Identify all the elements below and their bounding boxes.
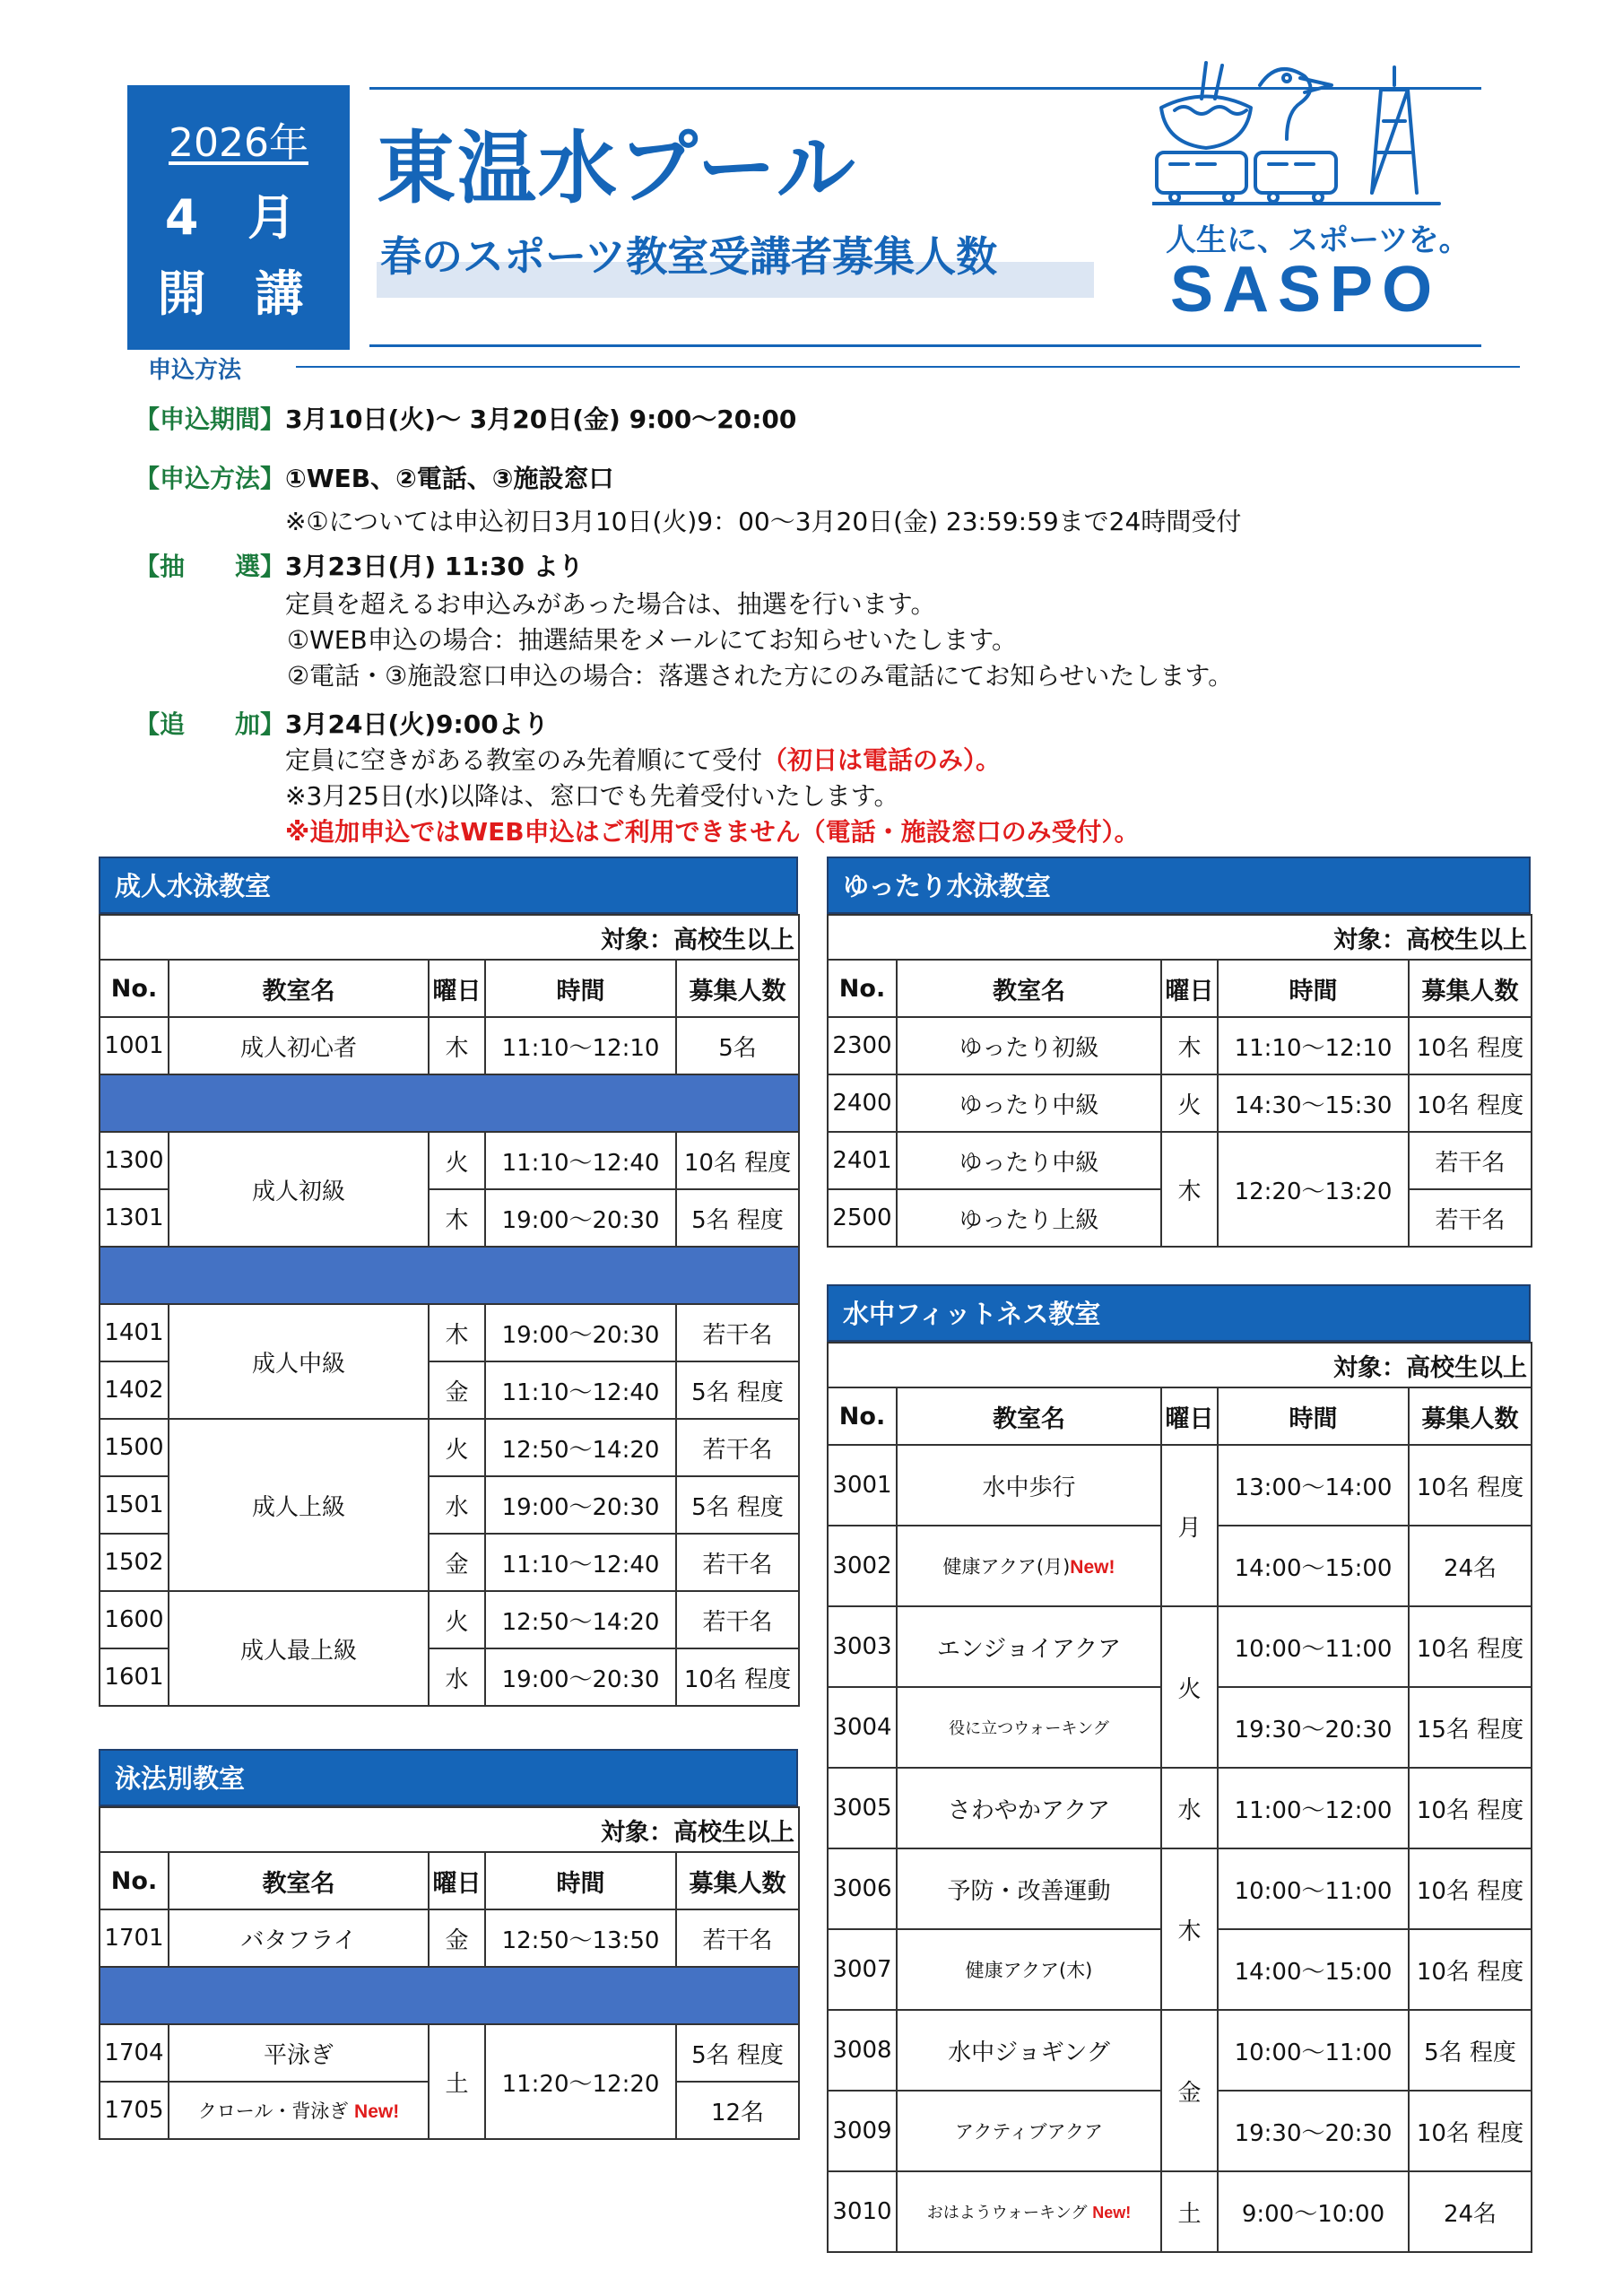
col-no: No.	[100, 960, 169, 1017]
adult-swim-title: 成人水泳教室	[99, 857, 798, 914]
class-no: 3001	[828, 1445, 897, 1526]
class-time: 14:30～15:30	[1218, 1074, 1409, 1132]
class-no: 1705	[100, 2082, 169, 2139]
class-name: クロール・背泳ぎ	[197, 2100, 349, 2122]
page-title: 東温水プール	[377, 122, 857, 214]
apply-heading-rule	[296, 366, 1520, 368]
table-row	[828, 2010, 1532, 2091]
header-bottom-rule	[369, 344, 1481, 347]
water-fitness-section	[827, 1284, 1531, 2253]
class-day: 水	[429, 1476, 485, 1534]
col-day: 曜日	[429, 960, 485, 1017]
water-fitness-title: 水中フィットネス教室	[827, 1284, 1531, 1342]
logo-wordmark: SASPO	[1170, 254, 1442, 326]
additional-line	[135, 705, 549, 741]
class-no: 2401	[828, 1132, 897, 1189]
class-name: 成人上級	[169, 1419, 429, 1591]
class-name: アクティブアクア	[897, 2091, 1161, 2171]
class-capacity: 若干名	[1409, 1189, 1532, 1247]
class-name: 健康アクア(月)	[942, 1556, 1071, 1578]
class-name: バタフライ	[169, 1909, 429, 1967]
class-capacity: 10名 程度	[1409, 1445, 1532, 1526]
stroke-title: 泳法別教室	[99, 1749, 798, 1806]
additional-label: 【追 加】	[135, 709, 286, 739]
class-name-cell	[169, 2082, 429, 2139]
class-no: 1501	[100, 1476, 169, 1534]
class-no: 1001	[100, 1017, 169, 1074]
class-day: 月	[1161, 1445, 1218, 1606]
class-time: 13:00～14:00	[1218, 1445, 1409, 1526]
table-row	[828, 1768, 1532, 1848]
target-row	[828, 1343, 1532, 1387]
class-capacity: 10名 程度	[1409, 1074, 1532, 1132]
table-row	[828, 2171, 1532, 2252]
class-no: 1500	[100, 1419, 169, 1476]
class-day: 金	[429, 1534, 485, 1591]
class-day: 木	[429, 1304, 485, 1361]
lottery-value: 3月23日(月) 11:30 より	[285, 552, 584, 581]
class-name: さわやかアクア	[897, 1768, 1161, 1848]
target-label: 対象：高校生以上	[100, 915, 799, 960]
class-no: 1704	[100, 2024, 169, 2082]
class-time: 12:50～14:20	[485, 1419, 676, 1476]
relaxed-swim-section	[827, 857, 1531, 1248]
class-time: 11:10～12:40	[485, 1534, 676, 1591]
logo-tagline: 人生に、スポーツを。	[1166, 222, 1470, 258]
opening-label: 開 講	[157, 265, 320, 322]
class-time: 19:30～20:30	[1218, 1687, 1409, 1768]
class-capacity: 5名 程度	[1409, 2010, 1532, 2091]
adult-swim-section	[99, 857, 798, 1707]
apply-method-label: 【申込方法】	[135, 464, 286, 493]
class-no: 3004	[828, 1687, 897, 1768]
class-capacity: 10名 程度	[1409, 1848, 1532, 1929]
class-no: 3009	[828, 2091, 897, 2171]
class-name: 成人初級	[169, 1132, 429, 1247]
target-row	[828, 915, 1532, 960]
table-row	[100, 2024, 799, 2082]
class-time: 19:00～20:30	[485, 1189, 676, 1247]
class-no: 1300	[100, 1132, 169, 1189]
lottery-note-1: 定員を超えるお申込みがあった場合は、抽選を行います。	[285, 589, 936, 619]
class-day: 金	[429, 1361, 485, 1419]
class-day: 土	[1161, 2171, 1218, 2252]
class-no: 2300	[828, 1017, 897, 1074]
new-badge: New!	[354, 2101, 400, 2122]
relaxed-swim-title: ゆったり水泳教室	[827, 857, 1531, 914]
class-no: 2400	[828, 1074, 897, 1132]
target-label: 対象：高校生以上	[828, 1343, 1532, 1387]
class-no: 3007	[828, 1929, 897, 2010]
col-capacity: 募集人数	[676, 1852, 799, 1909]
col-capacity: 募集人数	[676, 960, 799, 1017]
col-time: 時間	[1218, 960, 1409, 1017]
table-header-row	[828, 960, 1532, 1017]
class-capacity: 10名 程度	[1409, 1606, 1532, 1687]
class-day: 水	[429, 1648, 485, 1706]
class-time: 9:00～10:00	[1218, 2171, 1409, 2252]
additional-note-1	[285, 741, 1001, 777]
class-name: 成人中級	[169, 1304, 429, 1419]
class-name: 成人最上級	[169, 1591, 429, 1706]
table-header-row	[828, 1387, 1532, 1445]
additional-note-2: ※3月25日(水)以降は、窓口でも先着受付いたします。	[285, 781, 899, 811]
class-name: 役に立つウォーキング	[897, 1687, 1161, 1768]
class-capacity: 若干名	[676, 1909, 799, 1967]
table-row	[100, 1419, 799, 1476]
col-day: 曜日	[429, 1852, 485, 1909]
class-name: エンジョイアクア	[897, 1606, 1161, 1687]
class-capacity: 15名 程度	[1409, 1687, 1532, 1768]
class-capacity: 24名	[1409, 1526, 1532, 1606]
class-no: 3010	[828, 2171, 897, 2252]
apply-method-value: ①WEB、②電話、③施設窓口	[285, 464, 614, 493]
class-name: 成人初心者	[169, 1017, 429, 1074]
group-separator	[100, 1074, 799, 1132]
table-row	[828, 1848, 1532, 1929]
apply-period-value: 3月10日(火)～ 3月20日(金) 9:00～20:00	[285, 404, 797, 434]
class-day: 火	[429, 1132, 485, 1189]
relaxed-swim-table	[827, 914, 1532, 1248]
class-time: 11:00～12:00	[1218, 1768, 1409, 1848]
class-name: おはようウォーキング	[926, 2204, 1088, 2222]
class-name: ゆったり初級	[897, 1017, 1161, 1074]
class-time: 12:50～14:20	[485, 1591, 676, 1648]
class-capacity: 10名 程度	[1409, 2091, 1532, 2171]
class-no: 1401	[100, 1304, 169, 1361]
lottery-note-2: ①WEB申込の場合：抽選結果をメールにてお知らせいたします。	[287, 625, 1018, 655]
class-time: 11:10～12:40	[485, 1132, 676, 1189]
class-time: 10:00～11:00	[1218, 1606, 1409, 1687]
target-label: 対象：高校生以上	[828, 915, 1532, 960]
class-no: 3002	[828, 1526, 897, 1606]
class-no: 3008	[828, 2010, 897, 2091]
additional-note-1-red: （初日は電話のみ）。	[762, 745, 1002, 775]
class-day: 金	[1161, 2010, 1218, 2171]
col-time: 時間	[485, 960, 676, 1017]
col-name: 教室名	[897, 960, 1161, 1017]
class-time: 19:00～20:30	[485, 1476, 676, 1534]
class-capacity: 若干名	[676, 1591, 799, 1648]
col-time: 時間	[1218, 1387, 1409, 1445]
class-day: 土	[429, 2024, 485, 2139]
saspo-logo-illustration	[1152, 58, 1448, 211]
table-header-row	[100, 960, 799, 1017]
class-capacity: 若干名	[676, 1304, 799, 1361]
class-name: 水中ジョギング	[897, 2010, 1161, 2091]
class-time: 19:00～20:30	[485, 1304, 676, 1361]
class-no: 1600	[100, 1591, 169, 1648]
class-capacity: 10名 程度	[1409, 1768, 1532, 1848]
opening-date-box	[127, 85, 350, 350]
stroke-table	[99, 1806, 800, 2140]
lottery-label: 【抽 選】	[135, 552, 286, 581]
col-capacity: 募集人数	[1409, 1387, 1532, 1445]
opening-year: 2026年	[169, 120, 308, 166]
class-name-cell	[897, 1526, 1161, 1606]
class-time: 11:10～12:10	[1218, 1017, 1409, 1074]
class-no: 3006	[828, 1848, 897, 1929]
col-time: 時間	[485, 1852, 676, 1909]
page-subtitle: 春のスポーツ教室受講者募集人数	[380, 232, 998, 281]
table-row	[100, 1304, 799, 1361]
apply-method-heading: 申込方法	[148, 357, 242, 384]
col-name: 教室名	[169, 1852, 429, 1909]
target-row	[100, 915, 799, 960]
adult-swim-table	[99, 914, 800, 1707]
table-row	[100, 1591, 799, 1648]
class-capacity: 5名 程度	[676, 2024, 799, 2082]
class-capacity: 10名 程度	[1409, 1017, 1532, 1074]
class-name: 平泳ぎ	[169, 2024, 429, 2082]
class-capacity: 若干名	[1409, 1132, 1532, 1189]
table-row	[828, 1017, 1532, 1074]
table-row	[100, 1017, 799, 1074]
table-row	[828, 1132, 1532, 1189]
class-time: 14:00～15:00	[1218, 1929, 1409, 2010]
water-fitness-table	[827, 1342, 1532, 2253]
class-day: 木	[1161, 1132, 1218, 1247]
col-name: 教室名	[169, 960, 429, 1017]
apply-period-label: 【申込期間】	[135, 404, 286, 434]
class-day: 木	[1161, 1848, 1218, 2010]
col-no: No.	[100, 1852, 169, 1909]
class-day: 火	[429, 1419, 485, 1476]
apply-method-line	[135, 459, 614, 495]
class-day: 木	[429, 1189, 485, 1247]
table-header-row	[100, 1852, 799, 1909]
table-row	[100, 1132, 799, 1189]
table-row	[828, 1445, 1532, 1526]
class-day: 木	[1161, 1017, 1218, 1074]
class-no: 1301	[100, 1189, 169, 1247]
class-name-cell	[897, 2171, 1161, 2252]
group-separator	[100, 1247, 799, 1304]
class-capacity: 若干名	[676, 1534, 799, 1591]
additional-value: 3月24日(火)9:00より	[285, 709, 549, 739]
table-row	[828, 1606, 1532, 1687]
separator-cell	[100, 1967, 799, 2024]
class-time: 11:10～12:10	[485, 1017, 676, 1074]
class-name: 予防・改善運動	[897, 1848, 1161, 1929]
class-no: 1502	[100, 1534, 169, 1591]
class-time: 10:00～11:00	[1218, 2010, 1409, 2091]
class-time: 10:00～11:00	[1218, 1848, 1409, 1929]
class-day: 水	[1161, 1768, 1218, 1848]
col-capacity: 募集人数	[1409, 960, 1532, 1017]
target-label: 対象：高校生以上	[100, 1807, 799, 1852]
class-capacity: 10名 程度	[676, 1132, 799, 1189]
class-no: 2500	[828, 1189, 897, 1247]
class-time: 19:30～20:30	[1218, 2091, 1409, 2171]
additional-note-1-text: 定員に空きがある教室のみ先着順にて受付	[285, 745, 763, 775]
apply-period-line	[135, 400, 796, 436]
opening-month: 4 月	[164, 189, 313, 246]
class-time: 11:20～12:20	[485, 2024, 676, 2139]
class-capacity: 5名 程度	[676, 1189, 799, 1247]
class-no: 3005	[828, 1768, 897, 1848]
col-no: No.	[828, 960, 897, 1017]
col-day: 曜日	[1161, 960, 1218, 1017]
class-day: 火	[429, 1591, 485, 1648]
class-time: 19:00～20:30	[485, 1648, 676, 1706]
lottery-line	[135, 547, 584, 583]
class-name: ゆったり中級	[897, 1132, 1161, 1189]
group-separator	[100, 1967, 799, 2024]
class-capacity: 24名	[1409, 2171, 1532, 2252]
col-day: 曜日	[1161, 1387, 1218, 1445]
separator-cell	[100, 1247, 799, 1304]
apply-method-note: ※①については申込初日3月10日(火)9：00～3月20日(金) 23:59:59まで24時間受付	[285, 507, 1242, 536]
class-day: 金	[429, 1909, 485, 1967]
class-capacity: 10名 程度	[676, 1648, 799, 1706]
class-day: 火	[1161, 1606, 1218, 1768]
class-time: 12:50～13:50	[485, 1909, 676, 1967]
class-no: 3003	[828, 1606, 897, 1687]
class-day: 火	[1161, 1074, 1218, 1132]
col-name: 教室名	[897, 1387, 1161, 1445]
table-row	[100, 1909, 799, 1967]
class-no: 1402	[100, 1361, 169, 1419]
class-capacity: 若干名	[676, 1419, 799, 1476]
class-no: 1601	[100, 1648, 169, 1706]
class-capacity: 5名 程度	[676, 1361, 799, 1419]
additional-note-3: ※追加申込ではWEB申込はご利用できません（電話・施設窓口のみ受付）。	[285, 817, 1140, 847]
class-capacity: 12名	[676, 2082, 799, 2139]
class-name: 水中歩行	[897, 1445, 1161, 1526]
target-row	[100, 1807, 799, 1852]
col-no: No.	[828, 1387, 897, 1445]
new-badge: New!	[1070, 1557, 1115, 1578]
new-badge: New!	[1092, 2204, 1132, 2222]
lottery-note-3: ②電話・③施設窓口申込の場合：落選された方にのみ電話にてお知らせいたします。	[287, 661, 1234, 691]
class-day: 木	[429, 1017, 485, 1074]
class-time: 14:00～15:00	[1218, 1526, 1409, 1606]
class-name: ゆったり中級	[897, 1074, 1161, 1132]
class-capacity: 10名 程度	[1409, 1929, 1532, 2010]
class-capacity: 5名 程度	[676, 1476, 799, 1534]
separator-cell	[100, 1074, 799, 1132]
stroke-section	[99, 1749, 798, 2140]
class-no: 1701	[100, 1909, 169, 1967]
table-row	[828, 1074, 1532, 1132]
class-time: 11:10～12:40	[485, 1361, 676, 1419]
class-name: 健康アクア(木)	[897, 1929, 1161, 2010]
class-capacity: 5名	[676, 1017, 799, 1074]
class-name: ゆったり上級	[897, 1189, 1161, 1247]
class-time: 12:20～13:20	[1218, 1132, 1409, 1247]
